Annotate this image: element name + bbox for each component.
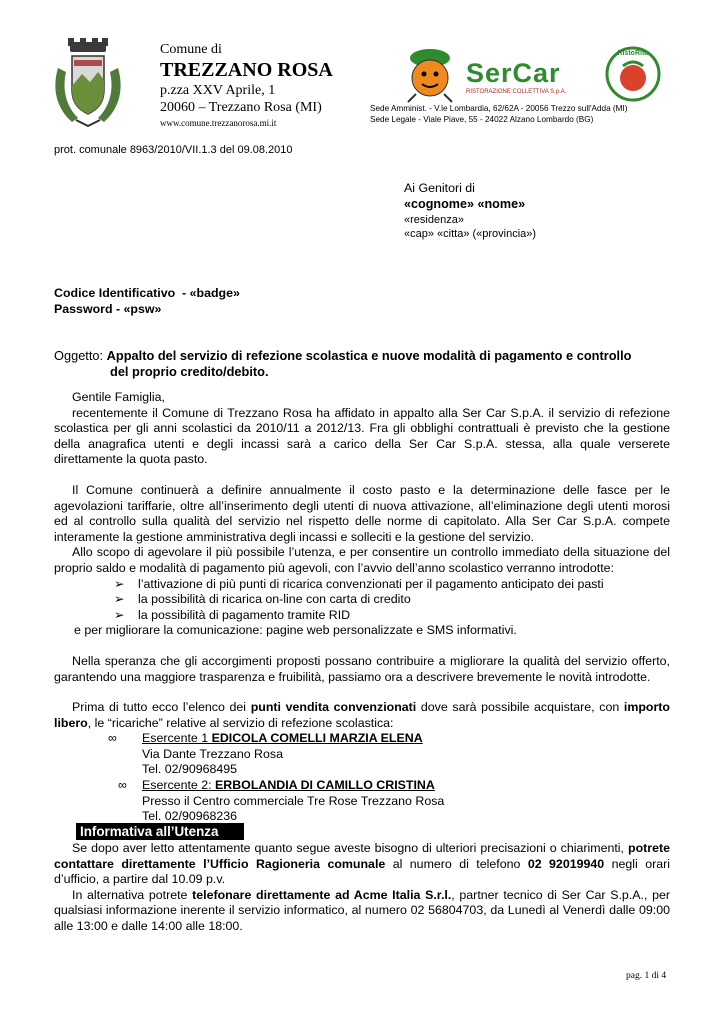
vendor-list <box>54 731 670 825</box>
subject <box>54 348 674 380</box>
vendor-item: ∞ Esercente 2: ERBOLANDIA DI CAMILLO CRISTINA Presso il Centro commerciale Tre Rose Trezzano Rosa Tel. 02/90968236 <box>118 778 445 824</box>
paragraph-5: Prima di tutto ecco l’elenco dei punti vendita convenzionati dove sarà possibile acquistare, con importo libero, le “ricariche” relative al servizio di refezione scolastica: <box>54 700 670 730</box>
arrow-bullet-icon: ➢ <box>114 576 125 591</box>
ristorito-logo-text: RistoRito <box>617 50 649 57</box>
comune-prefix: Comune di <box>160 42 222 57</box>
recipient-city: «cap» «citta» («provincia») <box>404 228 537 240</box>
recipient-residence: «residenza» <box>404 214 464 226</box>
password: Password - «psw» <box>54 301 162 316</box>
arrow-bullet-icon: ➢ <box>114 592 125 607</box>
list-item: ➢ la possibilità di ricarica on-line con carta di credito <box>114 592 411 607</box>
comune-city: 20060 – Trezzano Rosa (MI) <box>160 100 322 115</box>
protocol-number: prot. comunale 8963/2010/VII.1.3 del 09.08.2010 <box>54 144 293 156</box>
recipient-block <box>404 180 684 241</box>
badge-code: Codice Identificativo - «badge» <box>54 286 240 300</box>
list-item: ➢ l’attivazione di più punti di ricarica convenzionati per il pagamento anticipato dei pasti <box>114 576 604 591</box>
infinity-bullet-icon: ∞ <box>108 731 117 746</box>
ristorito-logo <box>605 46 661 102</box>
paragraph-2: Il Comune continuerà a definire annualmente il costo pasto e la determinazione delle fasce per le agevolazioni tariffarie, oltre all’inserimento degli utenti di nuova attivazione, all’eliminazione degli utenti morosi ed al controllo sulla qualità del servizio nel rispetto delle norme di capitolato. Alla Ser Car S.p.A. compete interamente la gestione amministrativa degli incassi e solleciti e la gestione del servizio. <box>54 482 670 544</box>
paragraph-4: Nella speranza che gli accorgimenti proposti possano contribuire a migliorare la qualità del servizio offerto, garantendo una maggiore trasparenza e fruibilità, passiamo ora a descrivere brevemente le novità introdotte. <box>54 653 670 684</box>
info-heading: Informativa all’Utenza <box>76 823 244 840</box>
arrow-bullet-icon: ➢ <box>114 607 125 622</box>
sercar-logo-text: SerCar <box>466 58 561 88</box>
sercar-mascot-logo <box>398 46 462 104</box>
coat-of-arms-logo <box>52 38 124 128</box>
comune-name: TREZZANO ROSA <box>160 59 333 81</box>
bullet-list <box>54 577 670 624</box>
list-item: ➢ la possibilità di pagamento tramite RID <box>114 607 351 622</box>
subject-text-cont: del proprio credito/debito. <box>110 364 269 379</box>
infinity-bullet-icon: ∞ <box>118 778 127 793</box>
sercar-sede-legale: Sede Legale - Viale Piave, 55 - 24022 Alzano Lombardo (BG) <box>370 115 594 124</box>
info-paragraph-2: In alternativa potrete telefonare direttamente ad Acme Italia S.r.l., partner tecnico di Ser Car S.p.A., per qualsiasi informazione inerente il servizio informatico, al numero 02 56804703, da Lunedì al Venerdì dalle 09:00 alle 13:00 e dalle 14:00 alle 18:00. <box>54 887 670 933</box>
info-paragraph-1: Se dopo aver letto attentamente quanto segue aveste bisogno di ulteriori precisazioni o chiarimenti, potrete contattare direttamente l’Ufficio Ragioneria comunale al numero di telefono 02 92019940 negli orari d’ufficio, a partire dal 10.09 p.v. <box>54 841 670 887</box>
comune-address: p.zza XXV Aprile, 1 <box>160 83 276 98</box>
comune-website: www.comune.trezzanorosa.mi.it <box>160 118 277 128</box>
subject-text: Appalto del servizio di refezione scolastica e nuove modalità di pagamento e controllo <box>106 348 632 363</box>
paragraph-3: Allo scopo di agevolare il più possibile l’utenza, e per consentire un controllo immediato della situazione del proprio saldo e modalità di pagamento più agevoli, con l’avvio dell’anno scolastico verranno introdotte: <box>54 545 670 575</box>
vendor-item: ∞ Esercente 1 EDICOLA COMELLI MARZIA ELENA Via Dante Trezzano Rosa Tel. 02/90968495 <box>108 731 423 777</box>
sercar-tagline: RISTORAZIONE COLLETTIVA S.p.A. <box>466 89 567 95</box>
subject-label: Oggetto: <box>54 348 104 363</box>
paragraph-3b: e per migliorare la comunicazione: pagine web personalizzate e SMS informativi. <box>74 623 517 638</box>
page-number: pag. 1 di 4 <box>626 971 667 981</box>
paragraph-1: recentemente il Comune di Trezzano Rosa ha affidato in appalto alla Ser Car S.p.A. il servizio di refezione scolastica per gli anni scolastici da 2010/11 a 2012/13. Fra gli obblighi contrattuali è previsto che la gestione della anagrafica utenti e degli incassi sarà a carico della Ser Car S.p.A. stessa, alla quale verserete direttamente la quota pasto. <box>54 405 670 467</box>
greeting: Gentile Famiglia, <box>72 390 165 404</box>
sercar-sede-amministrativa: Sede Amminist. - V.le Lombardia, 62/62A - 20056 Trezzo sull'Adda (MI) <box>370 104 628 113</box>
recipient-line1: Ai Genitori di <box>404 181 475 195</box>
recipient-name: «cognome» «nome» <box>404 197 526 211</box>
